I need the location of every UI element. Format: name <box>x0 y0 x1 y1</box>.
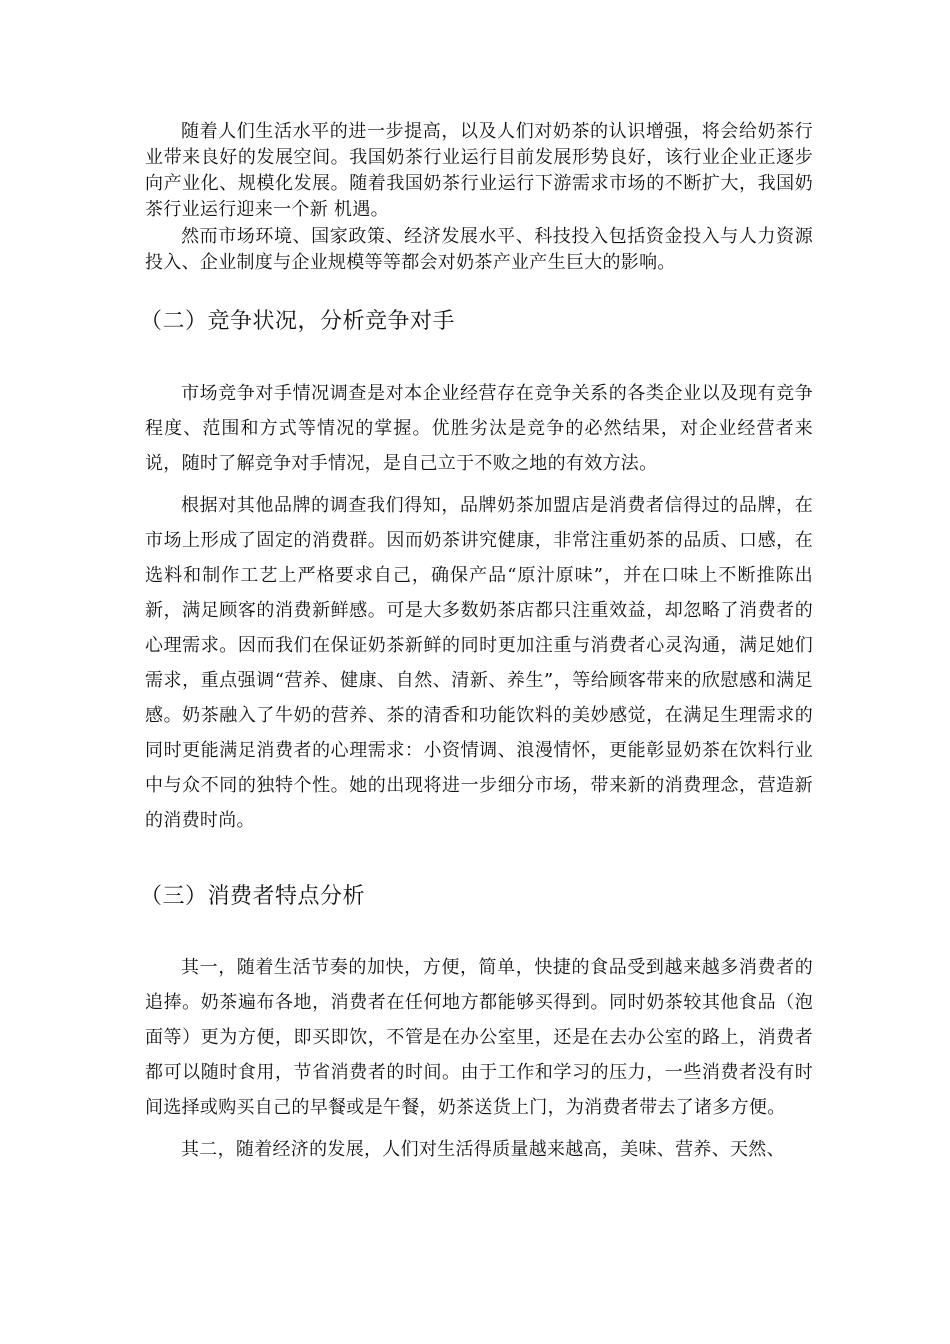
intro-paragraph-2: 然而市场环境、国家政策、经济发展水平、科技投入包括资金投入与人力资源投入、企业制度与企业规模等等都会对奶茶产业产生巨大的影响。 <box>145 226 813 273</box>
intro-section <box>145 119 813 276</box>
consumer-paragraph-2: 其二，随着经济的发展，人们对生活得质量越来越高，美味、营养、天然、 <box>181 1139 785 1160</box>
consumer-paragraph-1: 其一，随着生活节奏的加快，方便，简单，快捷的食品受到越来越多消费者的追捧。奶茶遍布各地，消费者在任何地方都能够买得到。同时奶茶较其他食品（泡面等）更为方便，即买即饮，不管是在办公室里，还是在去办公室的路上，消费者都可以随时食用，节省消费者的时间。由于工作和学习的压力，一些消费者没有时间选择或购买自己的早餐或是午餐，奶茶送货上门，为消费者带去了诸多方便。 <box>145 957 813 1118</box>
consumer-heading: （三）消费者特点分析 <box>140 884 366 909</box>
competition-paragraph-2: 根据对其他品牌的调查我们得知，品牌奶茶加盟店是消费者信得过的品牌，在市场上形成了固定的消费群。因而奶茶讲究健康，非常注重奶茶的品质、口感，在选料和制作工艺上严格要求自己，确保产品“原汁原味”，并在口味上不断推陈出新，满足顾客的消费新鲜感。可是大多数奶茶店都只注重效益，却忽略了消费者的心理需求。因而我们在保证奶茶新鲜的同时更加注重与消费者心灵沟通，满足她们需求，重点强调“营养、健康、自然、清新、养生”，等给顾客带来的欣慰感和满足感。奶茶融入了牛奶的营养、茶的清香和功能饮料的美妙感觉，在满足生理需求的同时更能满足消费者的心理需求：小资情调、浪漫情怀，更能彰显奶茶在饮料行业中与众不同的独特个性。她的出现将进一步细分市场，带来新的消费理念，营造新的消费时尚。 <box>145 495 813 831</box>
competition-section <box>145 376 813 838</box>
consumer-section <box>145 950 813 1167</box>
competition-heading: （二）竞争状况，分析竞争对手 <box>140 309 456 334</box>
competition-paragraph-1: 市场竞争对手情况调查是对本企业经营存在竞争关系的各类企业以及现有竞争程度、范围和方式等情况的掌握。优胜劣汰是竞争的必然结果，对企业经营者来说，随时了解竞争对手情况，是自己立于不败之地的有效方法。 <box>145 383 813 474</box>
intro-paragraph-1: 随着人们生活水平的进一步提高，以及人们对奶茶的认识增强，将会给奶茶行业带来良好的发展空间。我国奶茶行业运行目前发展形势良好，该行业企业正逐步向产业化、规模化发展。随着我国奶茶行业运行下游需求市场的不断扩大，我国奶茶行业运行迎来一个新 机遇。 <box>145 121 813 220</box>
